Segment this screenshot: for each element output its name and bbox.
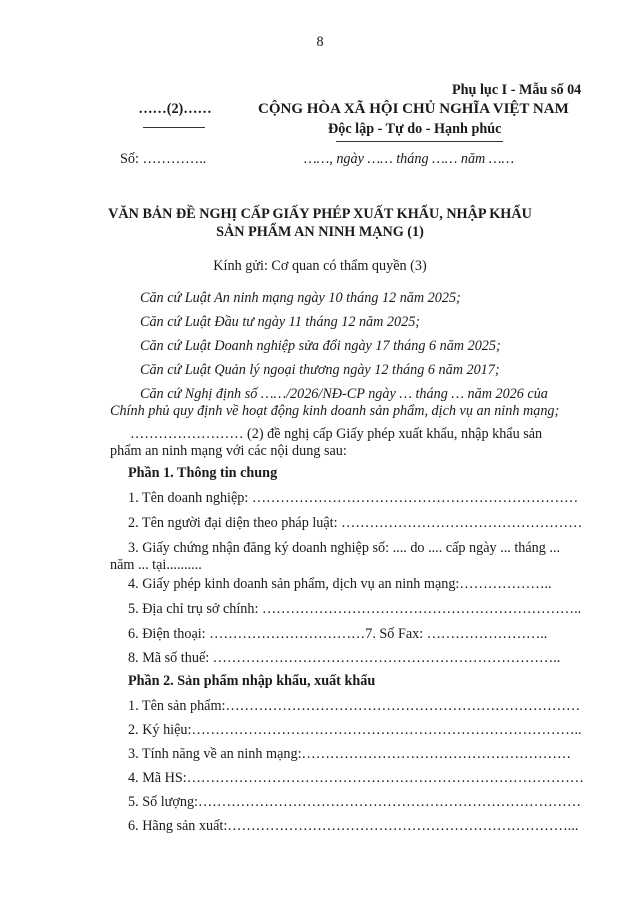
legal-basis: Chính phủ quy định về hoạt động kinh doanh sản phẩm, dịch vụ an ninh mạng; (110, 403, 560, 419)
org-underline (143, 127, 205, 128)
form-field: 8. Mã số thuế: ……………………………………………………………….. (128, 650, 561, 666)
form-field: 3. Giấy chứng nhận đăng ký doanh nghiệp số: .... do .... cấp ngày ... tháng ... (128, 540, 561, 556)
form-field: 2. Ký hiệu:……………………………………………………………………….. (128, 722, 582, 738)
legal-basis: Căn cứ Luật Quản lý ngoại thương ngày 12 tháng 6 năm 2017; (140, 362, 500, 378)
legal-basis: Căn cứ Luật Doanh nghiệp sửa đổi ngày 17 tháng 6 năm 2025; (140, 338, 501, 354)
document-title-line2: SẢN PHẨM AN NINH MẠNG (1) (216, 224, 424, 240)
legal-basis: Căn cứ Luật Đầu tư ngày 11 tháng 12 năm 2025; (140, 314, 421, 330)
form-field: 2. Tên người đại diện theo pháp luật: …………………………………………… (128, 515, 583, 531)
form-field: 1. Tên doanh nghiệp: …………………………………………………………… (128, 490, 579, 506)
form-field: 5. Địa chỉ trụ sở chính: ………………………………………………………….. (128, 601, 582, 617)
form-field: 4. Giấy phép kinh doanh sản phẩm, dịch vụ an ninh mạng:……………….. (128, 576, 552, 592)
motto-underline (336, 141, 503, 142)
part1-heading: Phần 1. Thông tin chung (128, 465, 278, 481)
page-number: 8 (316, 34, 324, 50)
form-field: 4. Mã HS:………………………………………………………………………… (128, 770, 584, 786)
recipient: Kính gửi: Cơ quan có thẩm quyền (3) (213, 258, 427, 274)
issuing-organization: ……(2)…… (138, 101, 212, 117)
form-field: 1. Tên sản phẩm:………………………………………………………………… (128, 698, 581, 714)
form-field: năm ... tại.......... (110, 557, 202, 573)
request-paragraph-line1: …………………… (2) đề nghị cấp Giấy phép xuất khẩu, nhập khẩu sản (130, 426, 543, 442)
form-field: 6. Hãng sản xuất:………………………………………………………………... (128, 818, 579, 834)
part2-heading: Phần 2. Sản phẩm nhập khẩu, xuất khẩu (128, 673, 376, 689)
motto: Độc lập - Tự do - Hạnh phúc (328, 121, 502, 137)
request-paragraph-line2: phẩm an ninh mạng với các nội dung sau: (110, 443, 347, 459)
appendix-label: Phụ lục I - Mẫu số 04 (452, 82, 582, 98)
document-date: ……, ngày …… tháng …… năm …… (304, 151, 515, 167)
nation-title: CỘNG HÒA XÃ HỘI CHỦ NGHĨA VIỆT NAM (258, 101, 569, 117)
form-field: 6. Điện thoại: ……………………………7. Số Fax: …………………….. (128, 626, 548, 642)
document-title-line1: VĂN BẢN ĐỀ NGHỊ CẤP GIẤY PHÉP XUẤT KHẨU, NHẬP KHẨU (108, 206, 532, 222)
document-number: Số: ………….. (120, 151, 207, 167)
form-field: 3. Tính năng về an ninh mạng:………………………………………………… (128, 746, 572, 762)
form-field: 5. Số lượng:……………………………………………………………………… (128, 794, 582, 810)
legal-basis: Căn cứ Luật An ninh mạng ngày 10 tháng 12 năm 2025; (140, 290, 461, 306)
legal-basis: Căn cứ Nghị định số ……/2026/NĐ-CP ngày … tháng … năm 2026 của (140, 386, 548, 402)
